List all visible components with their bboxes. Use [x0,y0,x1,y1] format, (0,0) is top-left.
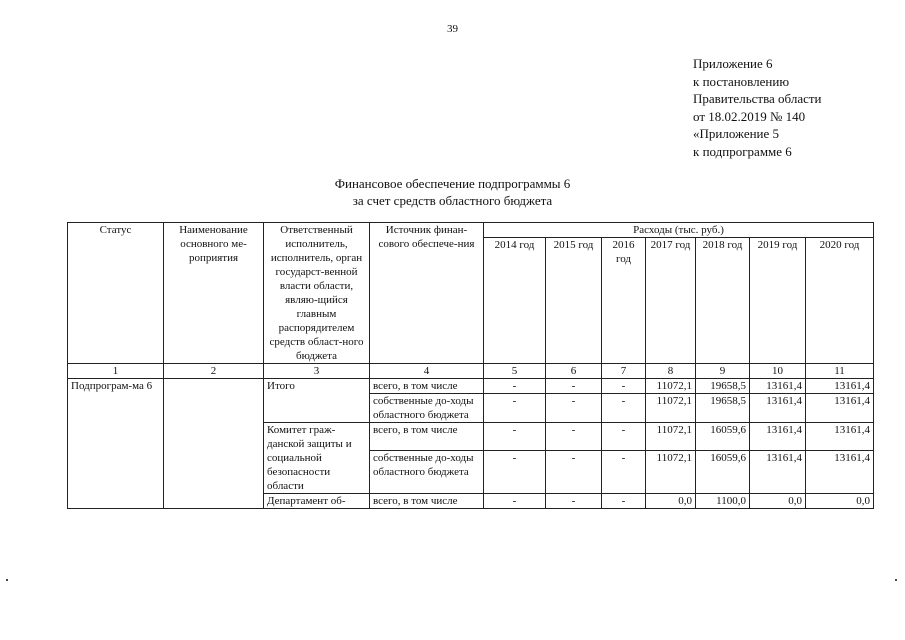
column-number: 1 [68,364,164,379]
year-header: 2018 год [696,238,750,364]
table-row [68,379,874,394]
title-line: Финансовое обеспечение подпрограммы 6 [334,176,571,191]
value-cell: 0,0 [806,494,874,509]
value-cell: 19658,5 [696,394,750,423]
scan-speck [895,579,897,581]
value-cell: 13161,4 [750,451,806,494]
header-row [68,223,874,238]
value-cell: 19658,5 [696,379,750,394]
column-number: 4 [370,364,484,379]
column-number: 9 [696,364,750,379]
value-cell: - [484,423,546,451]
value-cell: 0,0 [750,494,806,509]
header-responsible: Ответственный исполнитель, исполнитель, орган государст-венной власти области, являю-щийся главным распорядителем средств област-ного бюджета [264,223,370,364]
page-number: 39 [447,23,458,35]
appendix-block [693,55,822,160]
appendix-line: от 18.02.2019 № 140 [693,108,806,124]
value-cell: 13161,4 [750,379,806,394]
header-status: Статус [68,223,164,364]
column-number: 7 [602,364,646,379]
name-cell [164,379,264,509]
title-line: за счет средств областного бюджета [352,193,553,208]
column-number-row [68,364,874,379]
financing-table [67,222,874,509]
source-cell: всего, в том числе [370,494,484,509]
responsible-cell: Департамент об- [264,494,370,509]
value-cell: 16059,6 [696,451,750,494]
column-number: 5 [484,364,546,379]
value-cell: 16059,6 [696,423,750,451]
value-cell: - [546,379,602,394]
value-cell: - [484,451,546,494]
value-cell: - [546,494,602,509]
year-header: 2014 год [484,238,546,364]
value-cell: 11072,1 [646,394,696,423]
document-title [0,175,905,209]
appendix-line: «Приложение 5 [693,126,780,141]
value-cell: 13161,4 [750,394,806,423]
value-cell: - [602,394,646,423]
value-cell: - [546,394,602,423]
value-cell: - [484,394,546,423]
column-number: 8 [646,364,696,379]
value-cell: - [602,451,646,494]
value-cell: 11072,1 [646,423,696,451]
column-number: 11 [806,364,874,379]
appendix-line: Приложение 6 [693,56,773,71]
year-header: 2015 год [546,238,602,364]
value-cell: 13161,4 [806,394,874,423]
value-cell: 13161,4 [806,423,874,451]
value-cell: 13161,4 [806,451,874,494]
column-number: 10 [750,364,806,379]
appendix-line: к подпрограмме 6 [693,143,792,159]
column-number: 6 [546,364,602,379]
column-number: 3 [264,364,370,379]
value-cell: - [546,423,602,451]
value-cell: 1100,0 [696,494,750,509]
value-cell: - [546,451,602,494]
header-expenses: Расходы (тыс. руб.) [484,223,874,238]
source-cell: собственные до-ходы областного бюджета [370,394,484,423]
scan-speck [6,579,8,581]
responsible-cell: Итого [264,379,370,423]
year-header: 2020 год [806,238,874,364]
value-cell: - [484,494,546,509]
responsible-cell: Комитет граж-данской защиты и социальной безопасности области [264,423,370,494]
source-cell: всего, в том числе [370,379,484,394]
value-cell: - [602,423,646,451]
value-cell: 13161,4 [806,379,874,394]
value-cell: 0,0 [646,494,696,509]
status-cell: Подпрограм-ма 6 [68,379,164,509]
value-cell: - [602,379,646,394]
appendix-line: к постановлению [693,73,790,89]
value-cell: - [484,379,546,394]
source-cell: собственные до-ходы областного бюджета [370,451,484,494]
header-source: Источник финан-сового обеспече-ния [370,223,484,364]
year-header: 2016 год [602,238,646,364]
value-cell: 13161,4 [750,423,806,451]
value-cell: 11072,1 [646,379,696,394]
appendix-line: Правительства области [693,91,822,106]
value-cell: 11072,1 [646,451,696,494]
header-name: Наименование основного ме-роприятия [164,223,264,364]
year-header: 2019 год [750,238,806,364]
source-cell: всего, в том числе [370,423,484,451]
value-cell: - [602,494,646,509]
column-number: 2 [164,364,264,379]
year-header: 2017 год [646,238,696,364]
